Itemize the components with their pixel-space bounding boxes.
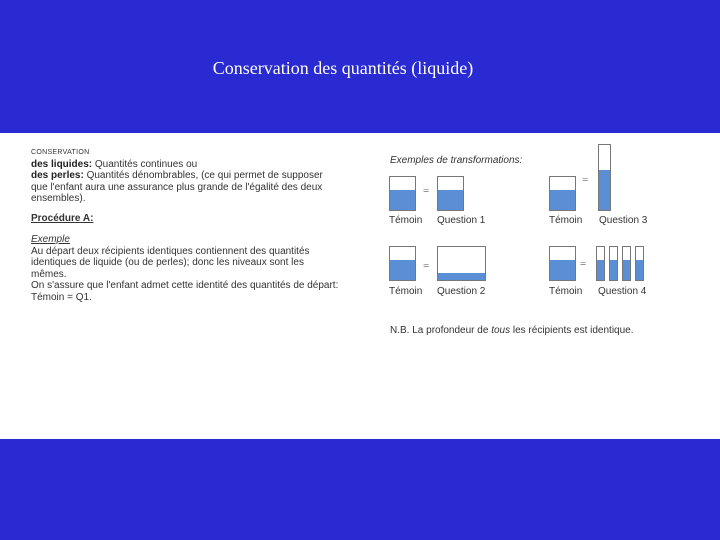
liquid-fill — [390, 190, 415, 210]
liquid-fill — [390, 260, 415, 280]
equals-sign-4: = — [580, 258, 587, 270]
question4-label: Question 4 — [598, 286, 647, 297]
question4-container-a — [596, 246, 605, 281]
question4-container-c — [622, 246, 631, 281]
temoin-label-3: Témoin — [549, 215, 583, 226]
liquid-fill — [636, 260, 643, 280]
question1-label: Question 1 — [437, 215, 486, 226]
content-panel — [0, 133, 720, 439]
temoin-container-4 — [549, 246, 576, 281]
temoin-container-3 — [549, 176, 576, 211]
question2-container — [437, 246, 486, 281]
liquid-fill — [550, 260, 575, 280]
liquid-fill — [597, 260, 604, 280]
liquides-text: Quantités continues ou — [92, 158, 198, 170]
temoin-container-1 — [389, 176, 416, 211]
liquid-fill — [438, 190, 463, 210]
question3-container — [598, 144, 611, 211]
temoin-label-1: Témoin — [389, 215, 423, 226]
liquides-bold: des liquides: — [31, 158, 93, 170]
nb-text-italic: tous — [491, 325, 511, 336]
perles-text: Quantités dénombrables, (ce qui permet de supposer que l'enfant aura une assurance plus grande de l'égalité des deux ensembles). — [31, 170, 323, 204]
equals-sign-1: = — [423, 185, 430, 197]
example-heading: Exemple — [31, 234, 70, 245]
paragraph-1: Au départ deux récipients identiques contiennent des quantités identiques de liquide (ou de perles); donc les niveaux sont les mêmes. — [31, 245, 310, 280]
question3-label: Question 3 — [599, 215, 648, 226]
question4-container-d — [635, 246, 644, 281]
liquid-fill — [438, 273, 485, 280]
examples-header: Exemples de transformations: — [390, 155, 523, 166]
perles-bold: des perles: — [31, 170, 84, 181]
paragraph-3: Témoin = Q1. — [31, 291, 92, 303]
nb-text-end: les récipients est identique. — [510, 325, 634, 336]
diagram-area — [0, 133, 720, 439]
temoin-container-2 — [389, 246, 416, 281]
liquid-fill — [623, 260, 630, 280]
temoin-label-2: Témoin — [389, 286, 423, 297]
question2-label: Question 2 — [437, 286, 486, 297]
question4-container-b — [609, 246, 618, 281]
temoin-label-4: Témoin — [549, 286, 583, 297]
nb-note — [390, 325, 634, 336]
equals-sign-2: = — [423, 260, 430, 272]
nb-text-start: N.B. La profondeur de — [390, 325, 492, 336]
paragraph-2: On s'assure que l'enfant admet cette identité des quantités de départ: — [31, 280, 339, 291]
slide-title: Conservation des quantités (liquide) — [212, 58, 474, 78]
liquid-fill — [599, 170, 610, 210]
liquid-fill — [550, 190, 575, 210]
question1-container — [437, 176, 464, 211]
equals-sign-3: = — [582, 174, 589, 186]
conservation-heading: CONSERVATION — [31, 149, 90, 156]
liquid-fill — [610, 260, 617, 280]
procedure-heading: Procédure A: — [31, 212, 94, 224]
